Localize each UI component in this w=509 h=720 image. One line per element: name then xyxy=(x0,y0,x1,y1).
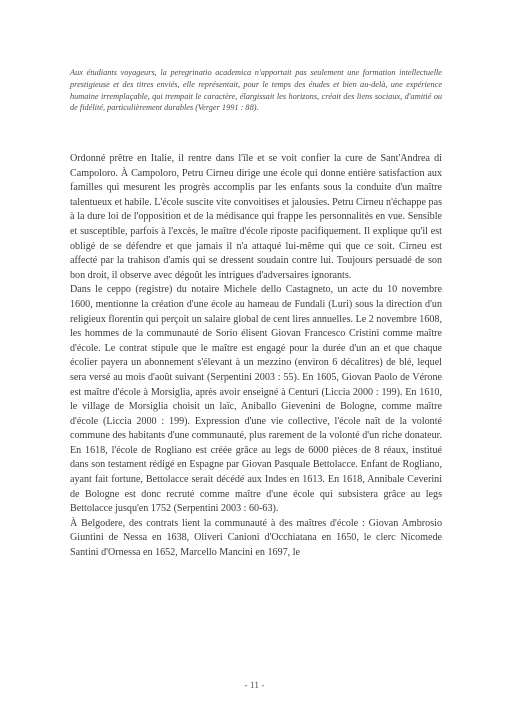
paragraph: Dans le ceppo (registre) du notaire Michele dello Castagneto, un acte du 10 novembre 1600, mentionne la création d'une école au hameau de Fundali (Luri) sous la direction d'un religieux florentin qui perçoit un salaire global de cent lires annuelles. Le 2 novembre 1608, les hommes de la communauté de Sorio élisent Giovan Francesco Cristini comme maître d'école. Le contrat stipule que le maître est engagé pour la durée d'un an et que chaque écolier payera un abonnement s'élevant à un mezzino (environ 6 décalitres) de blé, lequel sera versé au mois d'août suivant (Serpentini 2003 : 55). En 1605, Giovan Paolo de Vérone est maître d'école à Morsiglia, après avoir enseigné à Centuri (Liccia 2000 : 199). En 1610, le village de Morsiglia choisit un laïc, Aniballo Gievenini de Bologne, comme maître d'école (Liccia 2000 : 199). Expression d'une vie collective, l'école naît de la volonté commune des habitants d'une communauté, plus rarement de la volonté d'un riche donateur. En 1618, l'école de Rogliano est créée grâce au legs de 6000 pièces de 8 réaux, institué dans son testament rédigé en Espagne par Giovan Pasquale Bettolacce. Enfant de Rogliano, ayant fait fortune, Bettolacce serait décédé aux Indes en 1613. En 1618, Annibale Ceverini de Bologne est donc recruté comme maître d'une école qui subsistera grâce au legs Bettolacce jusqu'en 1752 (Serpentini 2003 : 60-63). xyxy=(70,284,442,515)
paragraph: À Belgodere, des contrats lient la communauté à des maîtres d'école : Giovan Ambrosio Giuntini de Nessa en 1638, Oliveri Canioni d'Occhiatana en 1650, le clerc Nicomede Santini d'Ornessa en 1652, Marcello Mancini en 1697, le xyxy=(70,517,442,559)
page-number: - 11 - xyxy=(244,681,265,691)
epigraph-quote: Aux étudiants voyageurs, la peregrinatio academica n'apportait pas seulement une formation intellectuelle prestigieuse et des titres enviés, elle représentait, pour le temps des études et bien au-delà, une expérience humaine irremplaçable, qui trempait le caractère, élargissait les horizons, créait des liens sociaux, d'amitié ou de fidélité, particulièrement durables (Verger 1991 : 88). xyxy=(70,68,442,113)
paragraph: Ordonné prêtre en Italie, il rentre dans l'île et se voit confier la cure de Sant'Andrea di Campoloro. À Campoloro, Petru Cirneu dirige une école qui donne entière satisfaction aux familles qui mesurent les progrès accomplis par les enfants sous la conduite d'un maître talentueux et habile. L'école suscite vite convoitises et jalousies. Petru Cirneu n'échappe pas à la dure loi de l'opposition et de la médisance qui frappe les personnalités en vue. Sensible et susceptible, parfois à l'excès, le maître d'école riposte pacifiquement. Il explique qu'il est obligé de se défendre et que jamais il n'a attaqué lui-même qui que ce soit. Cirneu est affecté par la trahison d'amis qui se dressent soudain contre lui. Toujours persuadé de son bon droit, il observe avec dégoût les intrigues d'adversaires ignorants. xyxy=(70,153,442,281)
body-text xyxy=(70,152,442,561)
